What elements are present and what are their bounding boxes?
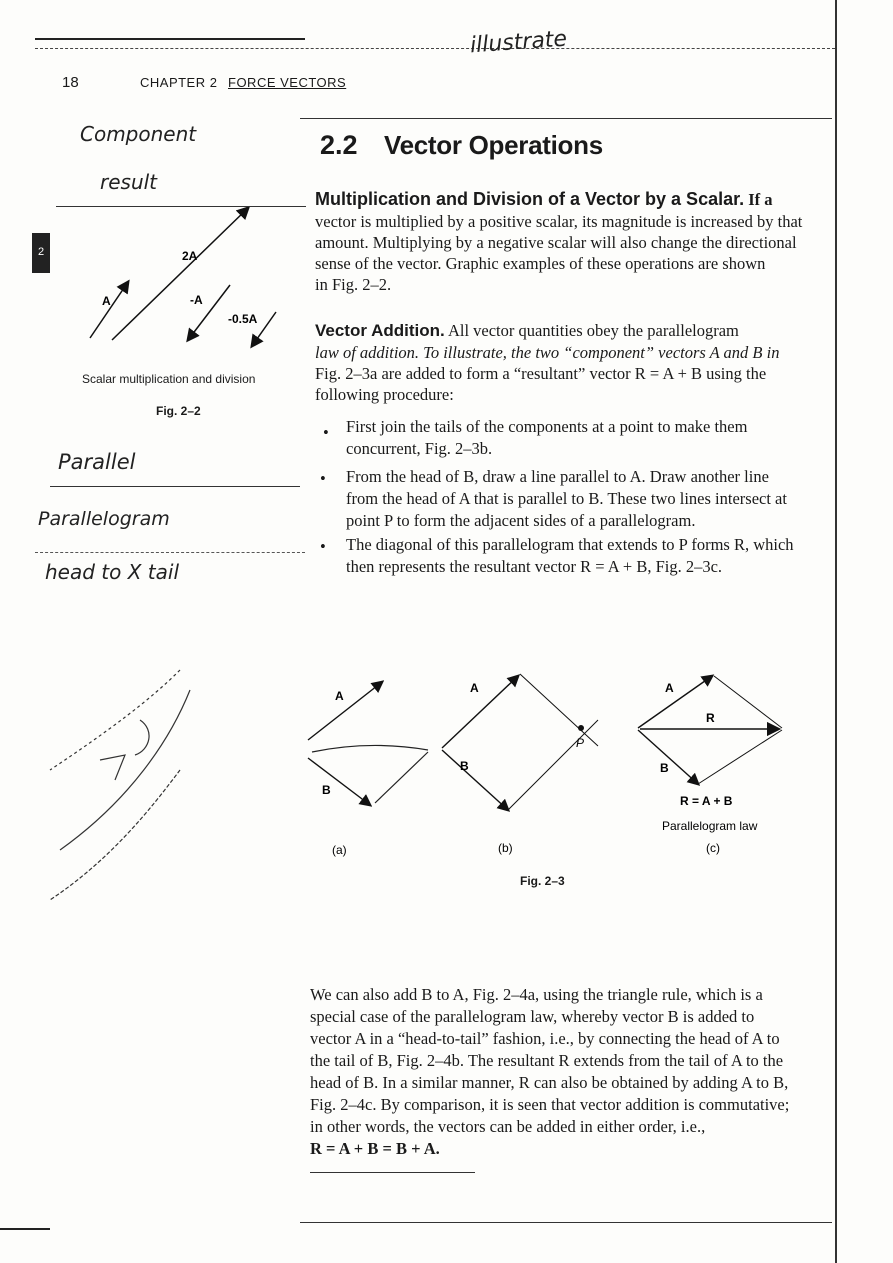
add-line4: following procedure: xyxy=(315,385,454,404)
header-rule xyxy=(300,118,832,119)
bullet-3-line2: then represents the resultant vector R = A + B, Fig. 2–3c. xyxy=(346,557,723,576)
fig-2-3-sub-c: (c) xyxy=(706,841,720,855)
bullet-3-line1: The diagonal of this parallelogram that extends to P forms R, which xyxy=(346,535,794,554)
bottom-rule xyxy=(300,1222,832,1223)
mult-line1: If a xyxy=(748,190,773,209)
triangle-line6: Fig. 2–4c. By comparison, it is seen that vector addition is commutative; xyxy=(310,1095,790,1114)
fig-2-3b xyxy=(442,674,598,810)
fig-2-3c xyxy=(638,676,782,833)
fig-2-3c-label-a: A xyxy=(665,681,674,695)
triangle-line7: in other words, the vectors can be added in either order, i.e., xyxy=(310,1117,706,1136)
triangle-line5: head of B. In a similar manner, R can also be obtained by adding A to B, xyxy=(310,1073,789,1092)
fig-2-3a-handdrawn-r xyxy=(312,745,428,752)
triangle-line8: R = A + B = B + A. xyxy=(310,1139,440,1158)
chapter-label: CHAPTER 2 xyxy=(140,75,218,90)
top-rule-dashed xyxy=(35,48,835,49)
fig-2-3a-vector-b xyxy=(308,758,370,805)
fig-2-3c-vector-b xyxy=(638,730,698,784)
section-title: Vector Operations xyxy=(384,130,603,160)
fig-2-3c-side-1 xyxy=(714,676,782,728)
fig-2-2-diagram xyxy=(80,200,300,375)
note-result: result xyxy=(100,170,158,194)
margin-scribble xyxy=(30,660,210,920)
fig-2-2-label: Fig. 2–2 xyxy=(156,404,201,418)
fig-2-3-label: Fig. 2–3 xyxy=(520,874,565,888)
bullet-marker-3: • xyxy=(320,537,326,556)
fig-2-3b-vector-a xyxy=(442,676,518,748)
mult-heading: Multiplication and Division of a Vector by a Scalar. xyxy=(315,189,745,209)
note-parallelogram: Parallelogram xyxy=(38,508,170,530)
fig-2-3a-label-b: B xyxy=(322,783,331,797)
bullet-2-line1: From the head of B, draw a line parallel to A. Draw another line xyxy=(346,467,769,486)
fig-2-3-sub-b: (b) xyxy=(498,841,513,855)
fig-2-3b-point-p xyxy=(578,725,584,731)
fig-2-3b-label-b: B xyxy=(460,759,469,773)
note-rule-1 xyxy=(56,206,306,207)
add-heading: Vector Addition. xyxy=(315,321,445,340)
fig-2-3b-label-a: A xyxy=(470,681,479,695)
bullet-2-line3: point P to form the adjacent sides of a parallelogram. xyxy=(346,511,696,530)
top-rule xyxy=(35,38,305,40)
mult-line4: sense of the vector. Graphic examples of these operations are shown xyxy=(315,254,766,273)
bullet-1-line1: First join the tails of the components at a point to make them xyxy=(346,417,748,436)
label-a: A xyxy=(102,294,111,308)
bottom-left-mark xyxy=(0,1228,50,1230)
triangle-line2: special case of the parallelogram law, whereby vector B is added to xyxy=(310,1007,755,1026)
chapter-tab xyxy=(32,233,50,273)
fig-2-3b-parallel-1 xyxy=(520,674,598,746)
triangle-line3: vector A in a “head-to-tail” fashion, i.e., by connecting the head of A to xyxy=(310,1029,780,1048)
fig-2-3c-label-r: R xyxy=(706,711,715,725)
mult-line2: vector is multiplied by a positive scalar, its magnitude is increased by that xyxy=(315,212,803,231)
fig-2-2-caption: Scalar multiplication and division xyxy=(82,372,256,386)
fig-2-3a-vector-a xyxy=(308,682,382,740)
fig-2-3c-equation: R = A + B xyxy=(680,794,733,808)
note-head-tail: head to X tail xyxy=(45,560,179,584)
fig-2-3c-vector-a xyxy=(638,676,712,728)
note-rule-3 xyxy=(35,552,305,553)
chapter-title: FORCE VECTORS xyxy=(228,75,347,90)
add-line1: All vector quantities obey the parallelogram xyxy=(447,321,739,340)
fig-2-3b-vector-b xyxy=(442,750,508,810)
add-line3: Fig. 2–3a are added to form a “resultant” vector R = A + B using the xyxy=(315,364,767,383)
fig-2-3a-handdrawn-line xyxy=(375,752,428,803)
triangle-underline xyxy=(310,1172,475,1173)
fig-2-3-sub-a: (a) xyxy=(332,843,347,857)
add-line2: law of addition. To illustrate, the two “component” vectors A and B in xyxy=(315,343,780,362)
mult-line3: amount. Multiplying by a negative scalar will also change the directional xyxy=(315,233,797,252)
mult-line5: in Fig. 2–2. xyxy=(315,275,392,294)
fig-2-3c-side-2 xyxy=(698,730,782,784)
note-illustrate: illustrate xyxy=(469,26,568,59)
label-half-a: -0.5A xyxy=(228,312,258,326)
section-number: 2.2 xyxy=(320,130,358,160)
label-neg-a: -A xyxy=(190,293,203,307)
fig-2-3c-law: Parallelogram law xyxy=(662,819,758,833)
page-number: 18 xyxy=(62,74,79,91)
fig-2-3-diagram xyxy=(300,670,800,870)
fig-2-3b-parallel-2 xyxy=(508,720,598,810)
add-paragraph xyxy=(315,320,785,405)
triangle-line4: the tail of B, Fig. 2–4b. The resultant R extends from the tail of A to the xyxy=(310,1051,784,1070)
fig-2-3b-label-p: P xyxy=(576,736,585,750)
fig-2-3c-label-b: B xyxy=(660,761,669,775)
fig-2-3a-label-a: A xyxy=(335,689,344,703)
note-parallel: Parallel xyxy=(58,450,136,474)
page-right-edge xyxy=(835,0,837,1263)
bullet-1-line2: concurrent, Fig. 2–3b. xyxy=(346,439,493,458)
chapter-tab-number: 2 xyxy=(37,246,45,258)
mult-paragraph xyxy=(315,188,803,295)
note-rule-2 xyxy=(50,486,300,487)
triangle-paragraph xyxy=(310,984,790,1160)
bullet-marker-1: • xyxy=(323,423,329,442)
note-component: Component xyxy=(80,122,197,146)
label-2a: 2A xyxy=(182,249,198,263)
fig-2-3a xyxy=(308,682,428,805)
triangle-line1: We can also add B to A, Fig. 2–4a, using the triangle rule, which is a xyxy=(310,985,763,1004)
bullet-marker-2: • xyxy=(320,469,326,488)
bullet-2-line2: from the head of A that is parallel to B. These two lines intersect at xyxy=(346,489,787,508)
